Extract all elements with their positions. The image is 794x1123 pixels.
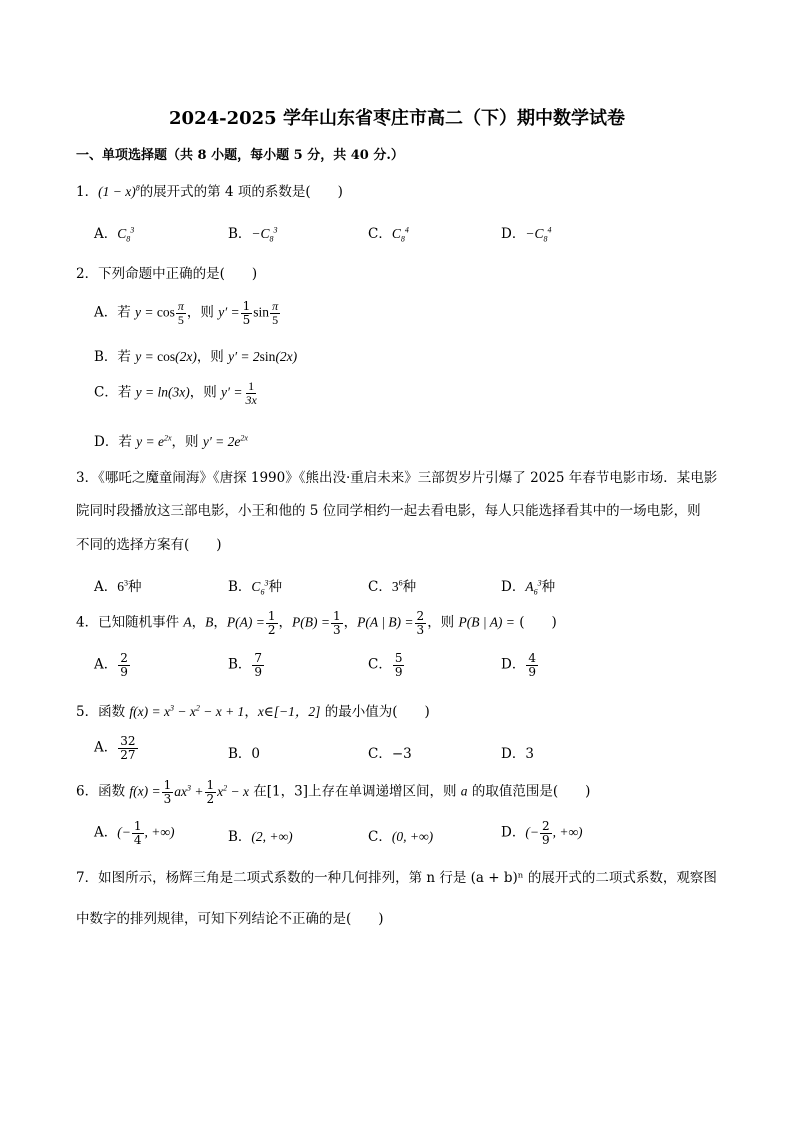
q2-option-b: B．若 y = cos(2x)，则 y′ = 2sin(2x) <box>94 349 298 365</box>
question-3-line-3: 不同的选择方案有( ) <box>76 537 222 553</box>
section-heading: 一、单项选择题（共 8 小题，每小题 5 分，共 40 分.） <box>76 148 404 163</box>
question-3-line-1: 3．《哪吒之魔童闹海》《唐探 1990》《熊出没·重启未来》三部贺岁片引爆了 2025 年春节电影市场．某电影 <box>76 470 718 486</box>
q4-option-a: A． $\frac{2}{9}$ <box>94 651 128 679</box>
q2-option-a: A．若 y = cos $\frac{\pi}{5}$ ，则 y′ = $\frac{1}{5}$ sin $\frac{\pi}{5}$ <box>94 299 279 327</box>
q2-option-d: D．若 $y = e^{2x}$，则 $y' = 2e^{2x}$ <box>94 433 248 450</box>
q1-option-d: D．$-C_8^4$ <box>501 225 552 244</box>
q5-option-d: D．3 <box>501 746 534 762</box>
question-3-line-2: 院同时段播放这三部电影，小王和他的 5 位同学相约一起去看电影，每人只能选择看其中的一场电影，则 <box>76 503 701 519</box>
q1-option-a: A．$C_8^3$ <box>94 225 135 244</box>
q1-option-c: C．$C_8^4$ <box>368 225 409 244</box>
q3-option-c: C．$3^6$种 <box>368 578 417 595</box>
question-6-stem: 6．函数 f(x) = $\frac{1}{3}$ $ax^3$ + $\frac{1}{2}$ $x^2 - x$ 在[1，3]上存在单调递增区间，则 a 的取值范围是( ) <box>76 778 591 806</box>
q6-option-c: C．(0, +∞) <box>368 829 434 845</box>
question-2-stem: 2．下列命题中正确的是( ) <box>76 266 258 282</box>
q1-option-b: B．$-C_8^3$ <box>228 225 278 244</box>
q4-option-b: B． $\frac{7}{9}$ <box>228 651 263 679</box>
question-7-line-2: 中数字的排列规律，可知下列结论不正确的是( ) <box>76 911 384 927</box>
q2-option-c: C．若 y = ln(3x)，则 y′ = $\frac{1}{3x}$ <box>94 379 257 407</box>
q6-option-a: A．(− $\frac{1}{4}$ , +∞) <box>94 819 175 847</box>
q5-option-b: B．0 <box>228 746 261 762</box>
q6-option-d: D．(− $\frac{2}{9}$ , +∞) <box>501 819 583 847</box>
page-title: 2024-2025 学年山东省枣庄市高二（下）期中数学试卷 <box>169 108 625 129</box>
question-7-line-1: 7．如图所示，杨辉三角是二项式系数的一种几何排列，第 n 行是 (a + b)ⁿ 的展开式的二项式系数，观察图 <box>76 870 717 886</box>
q5-option-c: C．−3 <box>368 746 412 762</box>
q3-option-b: B．$C_6^3$种 <box>228 578 282 597</box>
question-5-stem: 5．函数 $f(x) = x^3 - x^2 - x + 1$，x∈[−1，2] 的最小值为( ) <box>76 703 430 720</box>
q4-option-d: D． $\frac{4}{9}$ <box>501 651 536 679</box>
q3-option-d: D．$A_6^3$种 <box>501 578 556 597</box>
question-4-stem: 4．已知随机事件 A，B，P(A) = $\frac{1}{2}$ ，P(B) = $\frac{1}{3}$ ，P(A | B) = $\frac{2}{3}$ ，则 P(B | A) = ( ) <box>76 609 557 637</box>
q6-option-b: B．(2, +∞) <box>228 829 293 845</box>
q5-option-a: A． $\frac{32}{27}$ <box>94 734 136 762</box>
q3-option-a: A．$6^3$种 <box>94 578 142 595</box>
q4-option-c: C． $\frac{5}{9}$ <box>368 651 403 679</box>
question-1-stem: 1．$(1 - x)^8$的展开式的第 4 项的系数是( ) <box>76 183 343 200</box>
